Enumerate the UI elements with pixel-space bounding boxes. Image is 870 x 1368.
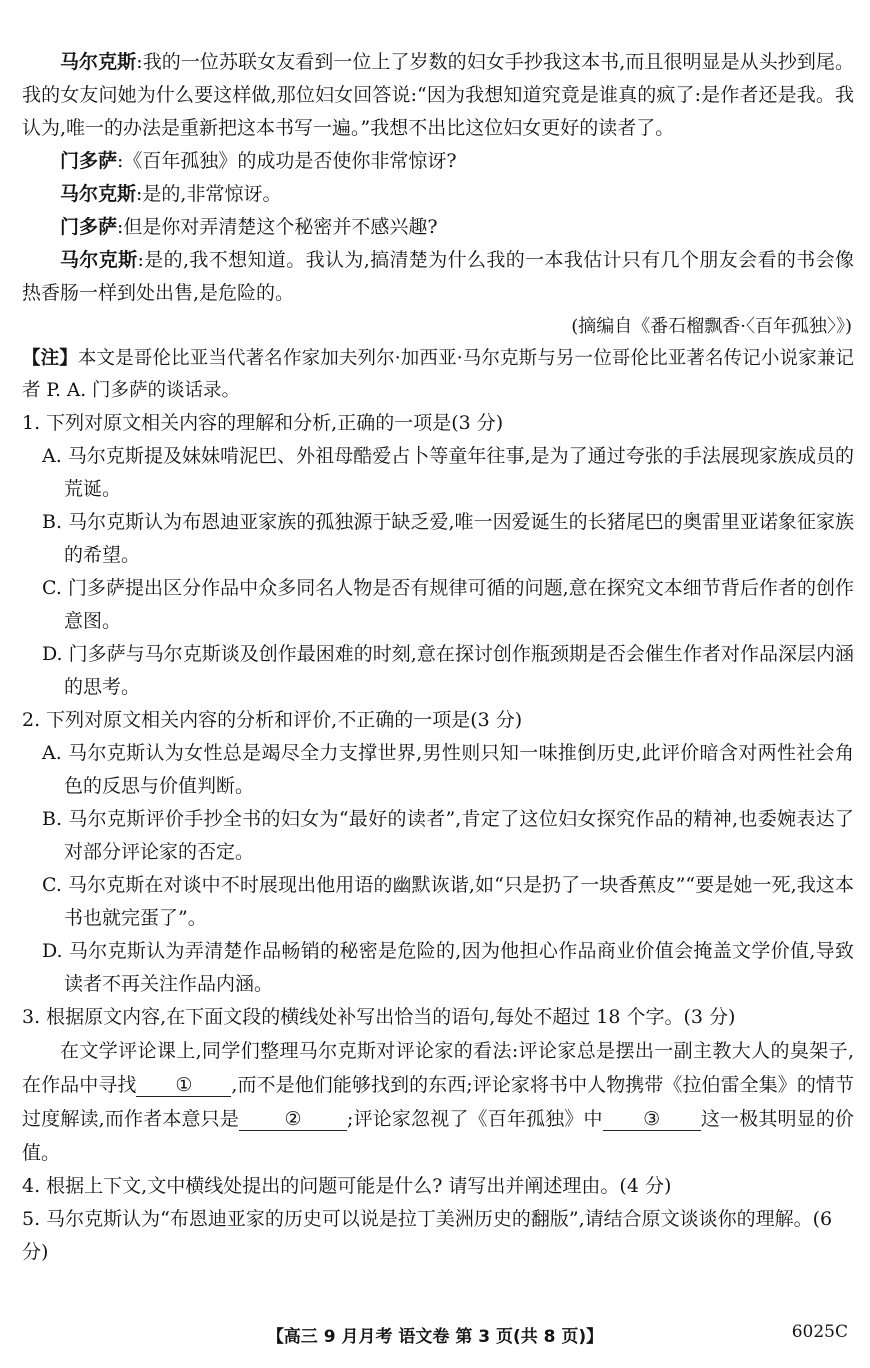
question-1-option-d: D. 门多萨与马尔克斯谈及创作最困难的时刻,意在探讨创作瓶颈期是否会催生作者对作品深层内涵的思考。	[42, 643, 854, 698]
passage-text: 这一极其明显的价值。	[22, 1108, 854, 1164]
dialogue-paragraph	[22, 211, 854, 244]
dialogue-paragraph	[22, 178, 854, 211]
page-footer	[0, 1322, 870, 1352]
answer-blank-1[interactable]: ①	[136, 1074, 231, 1097]
exam-page-content	[22, 46, 854, 1269]
question-1-option-a: A. 马尔克斯提及妹妹啃泥巴、外祖母酷爱占卜等童年往事,是为了通过夸张的手法展现家族成员的荒诞。	[42, 445, 854, 500]
passage-text: 在文学评论课上,同学们整理马尔克斯对评论家的看法:评论家总是摆出一副主教大人的臭架子,在作品中寻找	[22, 1040, 854, 1096]
speaker-label: 马尔克斯	[60, 51, 137, 73]
dialogue-text: :是的,非常惊讶。	[136, 183, 282, 205]
source-citation: (摘编自《番石榴飘香·〈百年孤独〉》)	[571, 316, 852, 337]
question-4-stem: 4. 根据上下文,文中横线处提出的问题可能是什么? 请写出并阐述理由。(4 分)	[22, 1175, 672, 1197]
speaker-label: 门多萨	[60, 216, 118, 238]
dialogue-paragraph	[22, 46, 854, 145]
question-2-option-a: A. 马尔克斯认为女性总是竭尽全力支撑世界,男性则只知一味推倒历史,此评价暗含对两性社会角色的反思与价值判断。	[42, 742, 854, 797]
question-2-option-b: B. 马尔克斯评价手抄全书的妇女为“最好的读者”,肯定了这位妇女探究作品的精神,也委婉表达了对部分评论家的否定。	[42, 808, 854, 863]
answer-blank-3[interactable]: ③	[603, 1108, 701, 1131]
question-1-stem: 1. 下列对原文相关内容的理解和分析,正确的一项是(3 分)	[22, 412, 504, 434]
question-3-passage	[22, 1034, 854, 1170]
dialogue-text: :但是你对弄清楚这个秘密并不感兴趣?	[117, 216, 438, 238]
dialogue-text: :《百年孤独》的成功是否使你非常惊讶?	[117, 150, 457, 172]
passage-text: ,而不是他们能够找到的东西;评论家将书中人物携带《拉伯雷全集》的情节过度解读,而作者本意只是	[22, 1074, 854, 1130]
question-2-stem: 2. 下列对原文相关内容的分析和评价,不正确的一项是(3 分)	[22, 709, 523, 731]
dialogue-text: :是的,我不想知道。我认为,搞清楚为什么我的一本我估计只有几个朋友会看的书会像热香肠一样到处出售,是危险的。	[22, 249, 854, 304]
passage-text: ;评论家忽视了《百年孤独》中	[347, 1108, 603, 1130]
dialogue-paragraph	[22, 145, 854, 178]
question-1-option-c: C. 门多萨提出区分作品中众多同名人物是否有规律可循的问题,意在探究文本细节背后作者的创作意图。	[42, 577, 854, 632]
note-text: 本文是哥伦比亚当代著名作家加夫列尔·加西亚·马尔克斯与另一位哥伦比亚著名传记小说家兼记者 P. A. 门多萨的谈话录。	[22, 348, 854, 401]
speaker-label: 马尔克斯	[60, 249, 138, 271]
question-3-stem: 3. 根据原文内容,在下面文段的横线处补写出恰当的语句,每处不超过 18 个字。(3 分)	[22, 1006, 736, 1028]
speaker-label: 马尔克斯	[60, 183, 137, 205]
question-1-option-b: B. 马尔克斯认为布恩迪亚家族的孤独源于缺乏爱,唯一因爱诞生的长猪尾巴的奥雷里亚诺象征家族的希望。	[42, 511, 854, 566]
question-5-stem: 5. 马尔克斯认为“布恩迪亚家的历史可以说是拉丁美洲历史的翻版”,请结合原文谈谈你的理解。(6 分)	[22, 1208, 833, 1263]
note-paragraph	[22, 343, 854, 407]
question-2-option-c: C. 马尔克斯在对谈中不时展现出他用语的幽默诙谐,如“只是扔了一块香蕉皮”“要是她一死,我这本书也就完蛋了”。	[42, 874, 854, 929]
footer-page-info: 【高三 9 月月考 语文卷 第 3 页(共 8 页)】	[266, 1327, 604, 1347]
dialogue-text: :我的一位苏联女友看到一位上了岁数的妇女手抄我这本书,而且很明显是从头抄到尾。我的女友问她为什么要这样做,那位妇女回答说:“因为我想知道究竟是谁真的疯了:是作者还是我。我认为,唯一的办法是重新把这本书写一遍。”我想不出比这位妇女更好的读者了。	[22, 51, 854, 139]
speaker-label: 门多萨	[60, 150, 118, 172]
question-2-option-d: D. 马尔克斯认为弄清楚作品畅销的秘密是危险的,因为他担心作品商业价值会掩盖文学价值,导致读者不再关注作品内涵。	[42, 940, 854, 995]
note-tag: 【注】	[22, 348, 78, 369]
dialogue-paragraph	[22, 244, 854, 310]
footer-exam-code: 6025C	[791, 1322, 848, 1342]
answer-blank-2[interactable]: ②	[239, 1108, 347, 1131]
